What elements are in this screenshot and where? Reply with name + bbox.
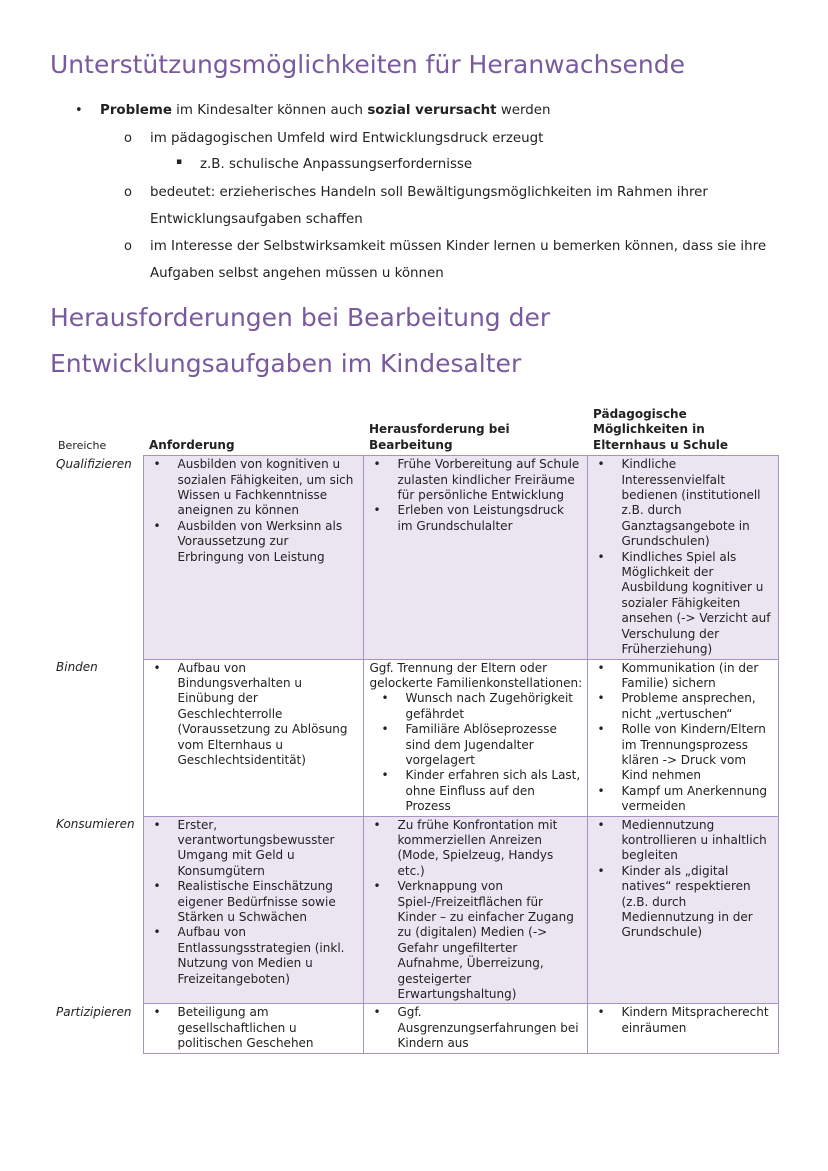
challenge-cell [363,1004,587,1053]
area-cell: Partizipieren [56,1004,132,1019]
bold-text: sozial verursacht [367,103,497,118]
sub-bullet-selfefficacy-2: Aufgaben selbst angehen müssen u können [150,266,444,281]
table-row [50,1004,778,1053]
sub-sub-bullet-example: z.B. schulische Anpassungserfordernisse [200,157,473,172]
page-title: Unterstützungsmöglichkeiten für Heranwachsende [50,50,686,79]
pedagogy-cell [587,659,778,816]
sub-bullet-meaning-1: bedeutet: erzieherisches Handeln soll Bewältigungsmöglichkeiten im Rahmen ihrer [150,185,708,200]
list-item: • Familiäre Ablöseprozesse sind dem Jugendalter vorgelagert [400,722,583,768]
pedagogy-cell [587,1004,778,1053]
bullet-marker: • [75,103,83,118]
challenge-cell [363,659,587,816]
list-item: • Kindern Mitspracherecht einräumen [616,1005,774,1036]
table-row [50,816,778,1004]
section-title-line-1: Herausforderungen bei Bearbeitung der [50,303,551,332]
list-item: • Kindliches Spiel als Möglichkeit der Ausbildung kognitiver u sozialer Fähigkeiten ansehen (-> Verzicht auf Verschulung der Früherziehung) [616,550,774,658]
header-challenge: Herausforderung bei Bearbeitung [369,422,510,452]
list-item: • Aufbau von Bindungsverhalten u Einübung der Geschlechterrolle (Voraussetzung zu Ablösung vom Elternhaus u Geschlechtsidentität) [172,661,359,769]
list-item: • Ausbilden von Werksinn als Voraussetzung zur Erbringung von Leistung [172,519,359,565]
bold-text: Probleme [100,103,172,118]
table-row [50,659,778,816]
section-title-line-2: Entwicklungsaufgaben im Kindesalter [50,349,522,378]
area-cell: Binden [56,660,98,674]
requirement-cell [143,659,363,816]
area-cell: Qualifizieren [56,456,132,471]
area-cell: Konsumieren [56,817,135,832]
requirement-cell [143,1004,363,1053]
cell-intro-text: Ggf. Trennung der Eltern oder gelockerte Familienkonstellationen: [369,660,583,690]
header-area: Bereiche [58,439,107,453]
header-requirement: Anforderung [149,437,235,452]
list-item: • Kampf um Anerkennung vermeiden [616,784,774,815]
sub-bullet-pressure: im pädagogischen Umfeld wird Entwicklungsdruck erzeugt [150,131,544,146]
list-item: • Verknappung von Spiel-/Freizeitflächen für Kinder – zu einfacher Zugang zu (digitalen) Medien (-> Gefahr ungefilterter Aufnahme, Überreizung, gesteigerter Erwartungshaltung) [392,879,583,1002]
table-header-row [50,405,778,456]
list-item: • Erleben von Leistungsdruck im Grundschulalter [392,503,583,534]
list-item: • Zu frühe Konfrontation mit kommerziellen Anreizen (Mode, Spielzeug, Handys etc.) [392,818,583,880]
sub-bullet-selfefficacy-1: im Interesse der Selbstwirksamkeit müssen Kinder lernen u bemerken können, dass sie ihre [150,239,767,254]
list-item: • Rolle von Kindern/Eltern im Trennungsprozess klären -> Druck vom Kind nehmen [616,722,774,784]
development-tasks-table [50,405,779,1054]
list-item: • Kinder als „digital natives“ respektieren (z.B. durch Mediennutzung in der Grundschule) [616,864,774,941]
pedagogy-cell [587,816,778,1004]
list-item: • Aufbau von Entlassungsstrategien (inkl. Nutzung von Medien u Freizeitangeboten) [172,925,359,987]
list-item: • Erster, verantwortungsbewusster Umgang mit Geld u Konsumgütern [172,818,359,880]
circle-bullet-marker: o [124,131,132,146]
table-row [50,456,778,659]
list-item: • Ausbilden von kognitiven u sozialen Fähigkeiten, um sich Wissen u Fachkenntnisse aneignen zu können [172,457,359,519]
list-item: • Ggf. Ausgrenzungserfahrungen bei Kindern aus [392,1005,583,1051]
square-bullet-marker: ▪ [176,157,183,167]
list-item: • Kommunikation (in der Familie) sichern [616,661,774,692]
list-item: • Probleme ansprechen, nicht „vertuschen“ [616,691,774,722]
list-item: • Mediennutzung kontrollieren u inhaltlich begleiten [616,818,774,864]
header-pedagogy: Pädagogische Möglichkeiten in Elternhaus u Schule [593,407,728,452]
requirement-cell [143,456,363,659]
sub-bullet-meaning-2: Entwicklungsaufgaben schaffen [150,212,363,227]
challenge-cell [363,456,587,659]
pedagogy-cell [587,456,778,659]
circle-bullet-marker: o [124,239,132,254]
text: werden [496,103,551,118]
list-item: • Kinder erfahren sich als Last, ohne Einfluss auf den Prozess [400,768,583,814]
list-item: • Kindliche Interessenvielfalt bedienen (institutionell z.B. durch Ganztagsangebote in Grundschulen) [616,457,774,549]
list-item: • Realistische Einschätzung eigener Bedürfnisse sowie Stärken u Schwächen [172,879,359,925]
list-item: • Wunsch nach Zugehörigkeit gefährdet [400,691,583,722]
list-item: • Beteiligung am gesellschaftlichen u politischen Geschehen [172,1005,359,1051]
bullet-problems [100,103,551,118]
requirement-cell [143,816,363,1004]
text: im Kindesalter können auch [171,103,368,118]
challenge-cell [363,816,587,1004]
list-item: • Frühe Vorbereitung auf Schule zulasten kindlicher Freiräume für persönliche Entwicklung [392,457,583,503]
circle-bullet-marker: o [124,185,132,200]
